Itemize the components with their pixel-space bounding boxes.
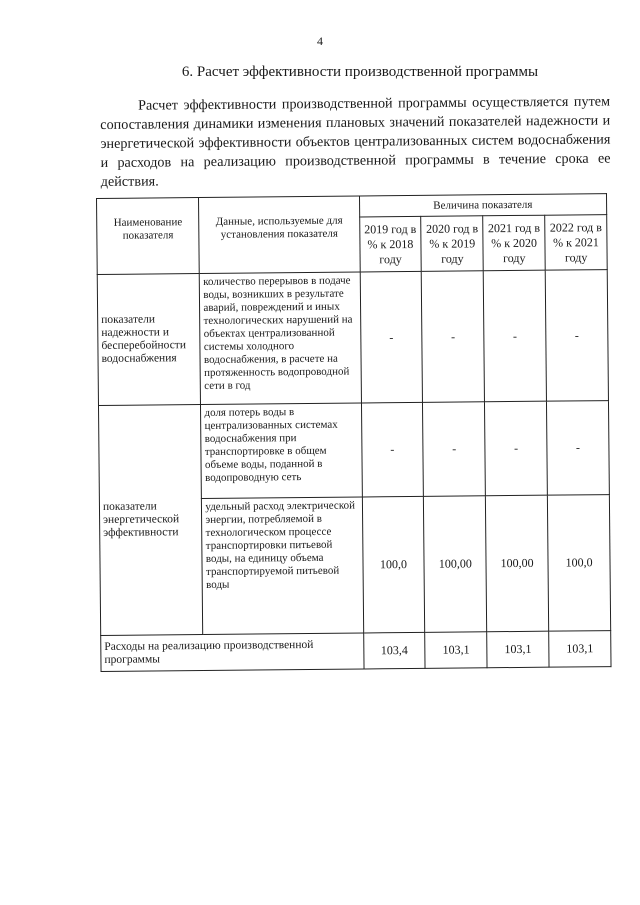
table-row (98, 401, 609, 500)
indicator-desc: количество перерывов в подаче воды, возникших в результате аварий, повреждений и иных технологических нарушений на объектах централизованной системы холодного водоснабжения, в расчете на протяженность водопроводной сети в год (200, 272, 361, 405)
page-number: 4 (317, 34, 323, 48)
indicator-name: показатели надежности и бесперебойности водоснабжения (97, 274, 201, 406)
indicator-value: - (360, 271, 423, 403)
table-costs-row (101, 631, 611, 672)
header-year: 2020 год в % к 2019 году (421, 216, 483, 272)
intro-paragraph: Расчет эффективности производственной программы осуществляется путем сопоставления динамики изменения плановых значений показателей надежности и энергетической эффективности объектов централизованных систем водоснабжения и расходов на реализацию производственной программы в течение срока ее действия. (100, 93, 611, 190)
header-desc: Данные, используемые для установления показателя (199, 196, 360, 274)
section-title: 6. Расчет эффективности производственной программы (181, 64, 539, 80)
header-group: Величина показателя (359, 194, 607, 217)
indicators-table (96, 193, 612, 672)
table-row (97, 270, 608, 406)
indicator-desc: доля потерь воды в централизованных системах водоснабжения при транспортировке в общем объеме воды, поданной в водопроводную сеть (201, 403, 362, 499)
header-year: 2021 год в % к 2020 году (483, 215, 545, 271)
indicator-value: - (422, 271, 485, 403)
indicator-value: - (547, 401, 610, 496)
indicator-value: - (423, 402, 486, 497)
indicator-desc: удельный расход электрической энергии, потребляемой в технологическом процессе транспортировки питьевой воды, на единицу объема транспортируемой питьевой воды (202, 497, 363, 635)
indicator-value: 100,0 (547, 495, 610, 632)
costs-value: 103,1 (549, 631, 611, 668)
costs-value: 103,1 (425, 632, 487, 669)
costs-value: 103,1 (487, 631, 549, 668)
indicator-value: - (483, 270, 546, 402)
indicator-value: 100,00 (424, 496, 487, 633)
header-name: Наименование показателя (97, 198, 200, 275)
header-year: 2022 год в % к 2021 году (545, 215, 607, 271)
indicator-value: - (545, 270, 608, 402)
costs-label: Расходы на реализацию производственной программы (101, 633, 364, 672)
indicator-value: 100,00 (486, 495, 549, 632)
indicator-value: - (361, 402, 424, 497)
indicator-value: - (485, 401, 548, 496)
indicator-value: 100,0 (362, 496, 425, 633)
header-year: 2019 год в % к 2018 году (359, 216, 421, 272)
costs-value: 103,4 (363, 632, 425, 669)
indicator-name: показатели энергетической эффективности (98, 405, 203, 636)
